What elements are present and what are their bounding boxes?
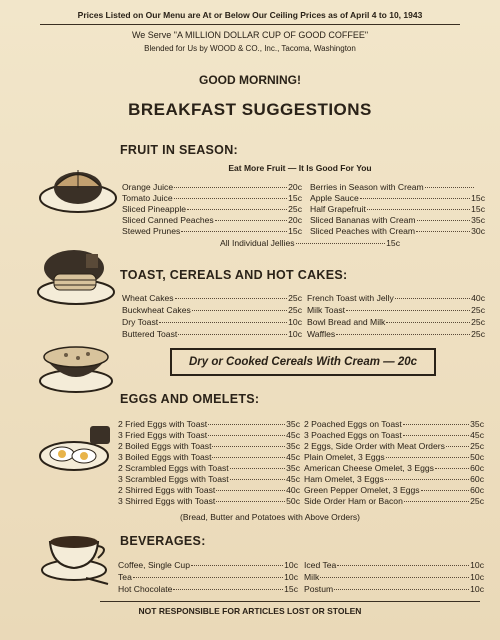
menu-item: Wheat Cakes 25c — [122, 293, 302, 303]
menu-item: Hot Chocolate 15c — [118, 584, 298, 594]
menu-item: Buttered Toast 10c — [122, 329, 302, 339]
menu-item: Buckwheat Cakes 25c — [122, 305, 302, 315]
menu-item: Apple Sauce 15c — [310, 193, 485, 203]
eggs-note: (Bread, Butter and Potatoes with Above Orders) — [179, 512, 360, 522]
page-title: BREAKFAST SUGGESTIONS — [128, 100, 372, 119]
menu-item: Sliced Bananas with Cream 35c — [310, 215, 485, 225]
cereal-bowl-icon — [36, 333, 116, 395]
menu-item: 2 Boiled Eggs with Toast 35c — [118, 441, 300, 451]
menu-item-jellies: All Individual Jellies 15c — [220, 238, 400, 248]
menu-item: 3 Poached Eggs on Toast 45c — [304, 430, 484, 440]
cereal-callout: Dry or Cooked Cereals With Cream — 20c — [170, 348, 436, 376]
menu-item: Berries in Season with Cream — [310, 182, 475, 192]
menu-item: Side Order Ham or Bacon 25c — [304, 496, 484, 506]
coffee-line: We Serve "A MILLION DOLLAR CUP OF GOOD COFFEE" — [131, 30, 369, 40]
menu-item: Plain Omelet, 3 Eggs 50c — [304, 452, 484, 462]
pancake-stack-icon — [36, 248, 116, 306]
menu-item: Tea 10c — [118, 572, 298, 582]
menu-item: Orange Juice 20c — [122, 182, 302, 192]
menu-item: Coffee, Single Cup 10c — [118, 560, 298, 570]
menu-item: 3 Fried Eggs with Toast 45c — [118, 430, 300, 440]
menu-item: Postum 10c — [304, 584, 484, 594]
menu-item: 3 Scrambled Eggs with Toast 45c — [118, 474, 300, 484]
menu-item: 2 Shirred Eggs with Toast 40c — [118, 485, 300, 495]
menu-item: French Toast with Jelly 40c — [307, 293, 485, 303]
menu-item: Half Grapefruit 15c — [310, 204, 485, 214]
menu-item: Ham Omelet, 3 Eggs 60c — [304, 474, 484, 484]
section-heading-toast: TOAST, CEREALS AND HOT CAKES: — [120, 268, 348, 282]
menu-item: Bowl Bread and Milk 25c — [307, 317, 485, 327]
ceiling-price-notice: Prices Listed on Our Menu are At or Below Our Ceiling Prices as of April 4 to 10, 1943 — [77, 10, 423, 20]
section-heading-beverages: BEVERAGES: — [120, 534, 206, 548]
section-heading-fruit: FRUIT IN SEASON: — [120, 143, 238, 157]
eggs-plate-icon — [36, 420, 116, 480]
menu-item: 2 Fried Eggs with Toast 35c — [118, 419, 300, 429]
menu-item: 2 Scrambled Eggs with Toast 35c — [118, 463, 300, 473]
menu-item: Waffles 25c — [307, 329, 485, 339]
menu-item: Sliced Peaches with Cream 30c — [310, 226, 485, 236]
coffee-cup-icon — [36, 520, 118, 586]
menu-item: Milk Toast 25c — [307, 305, 485, 315]
menu-item: Stewed Prunes 15c — [122, 226, 302, 236]
menu-item: Dry Toast 10c — [122, 317, 302, 327]
menu-item: Iced Tea 10c — [304, 560, 484, 570]
top-divider — [40, 24, 460, 25]
greeting: GOOD MORNING! — [199, 73, 301, 87]
menu-item: Milk 10c — [304, 572, 484, 582]
menu-item: American Cheese Omelet, 3 Eggs 60c — [304, 463, 484, 473]
menu-item: 3 Shirred Eggs with Toast 50c — [118, 496, 300, 506]
footer-notice: NOT RESPONSIBLE FOR ARTICLES LOST OR STOLEN — [138, 606, 362, 616]
menu-item: Green Pepper Omelet, 3 Eggs 60c — [304, 485, 484, 495]
menu-item: 2 Poached Eggs on Toast 35c — [304, 419, 484, 429]
menu-item: Sliced Canned Peaches 20c — [122, 215, 302, 225]
menu-item: Tomato Juice 15c — [122, 193, 302, 203]
fruit-tagline: Eat More Fruit — It Is Good For You — [228, 163, 372, 173]
section-heading-eggs: EGGS AND OMELETS: — [120, 392, 260, 406]
menu-item: 2 Eggs, Side Order with Meat Orders 25c — [304, 441, 484, 451]
menu-item: 3 Boiled Eggs with Toast 45c — [118, 452, 300, 462]
menu-item: Sliced Pineapple 25c — [122, 204, 302, 214]
bottom-divider — [100, 601, 480, 602]
blend-line: Blended for Us by WOOD & CO., Inc., Tacoma, Washington — [144, 44, 356, 53]
